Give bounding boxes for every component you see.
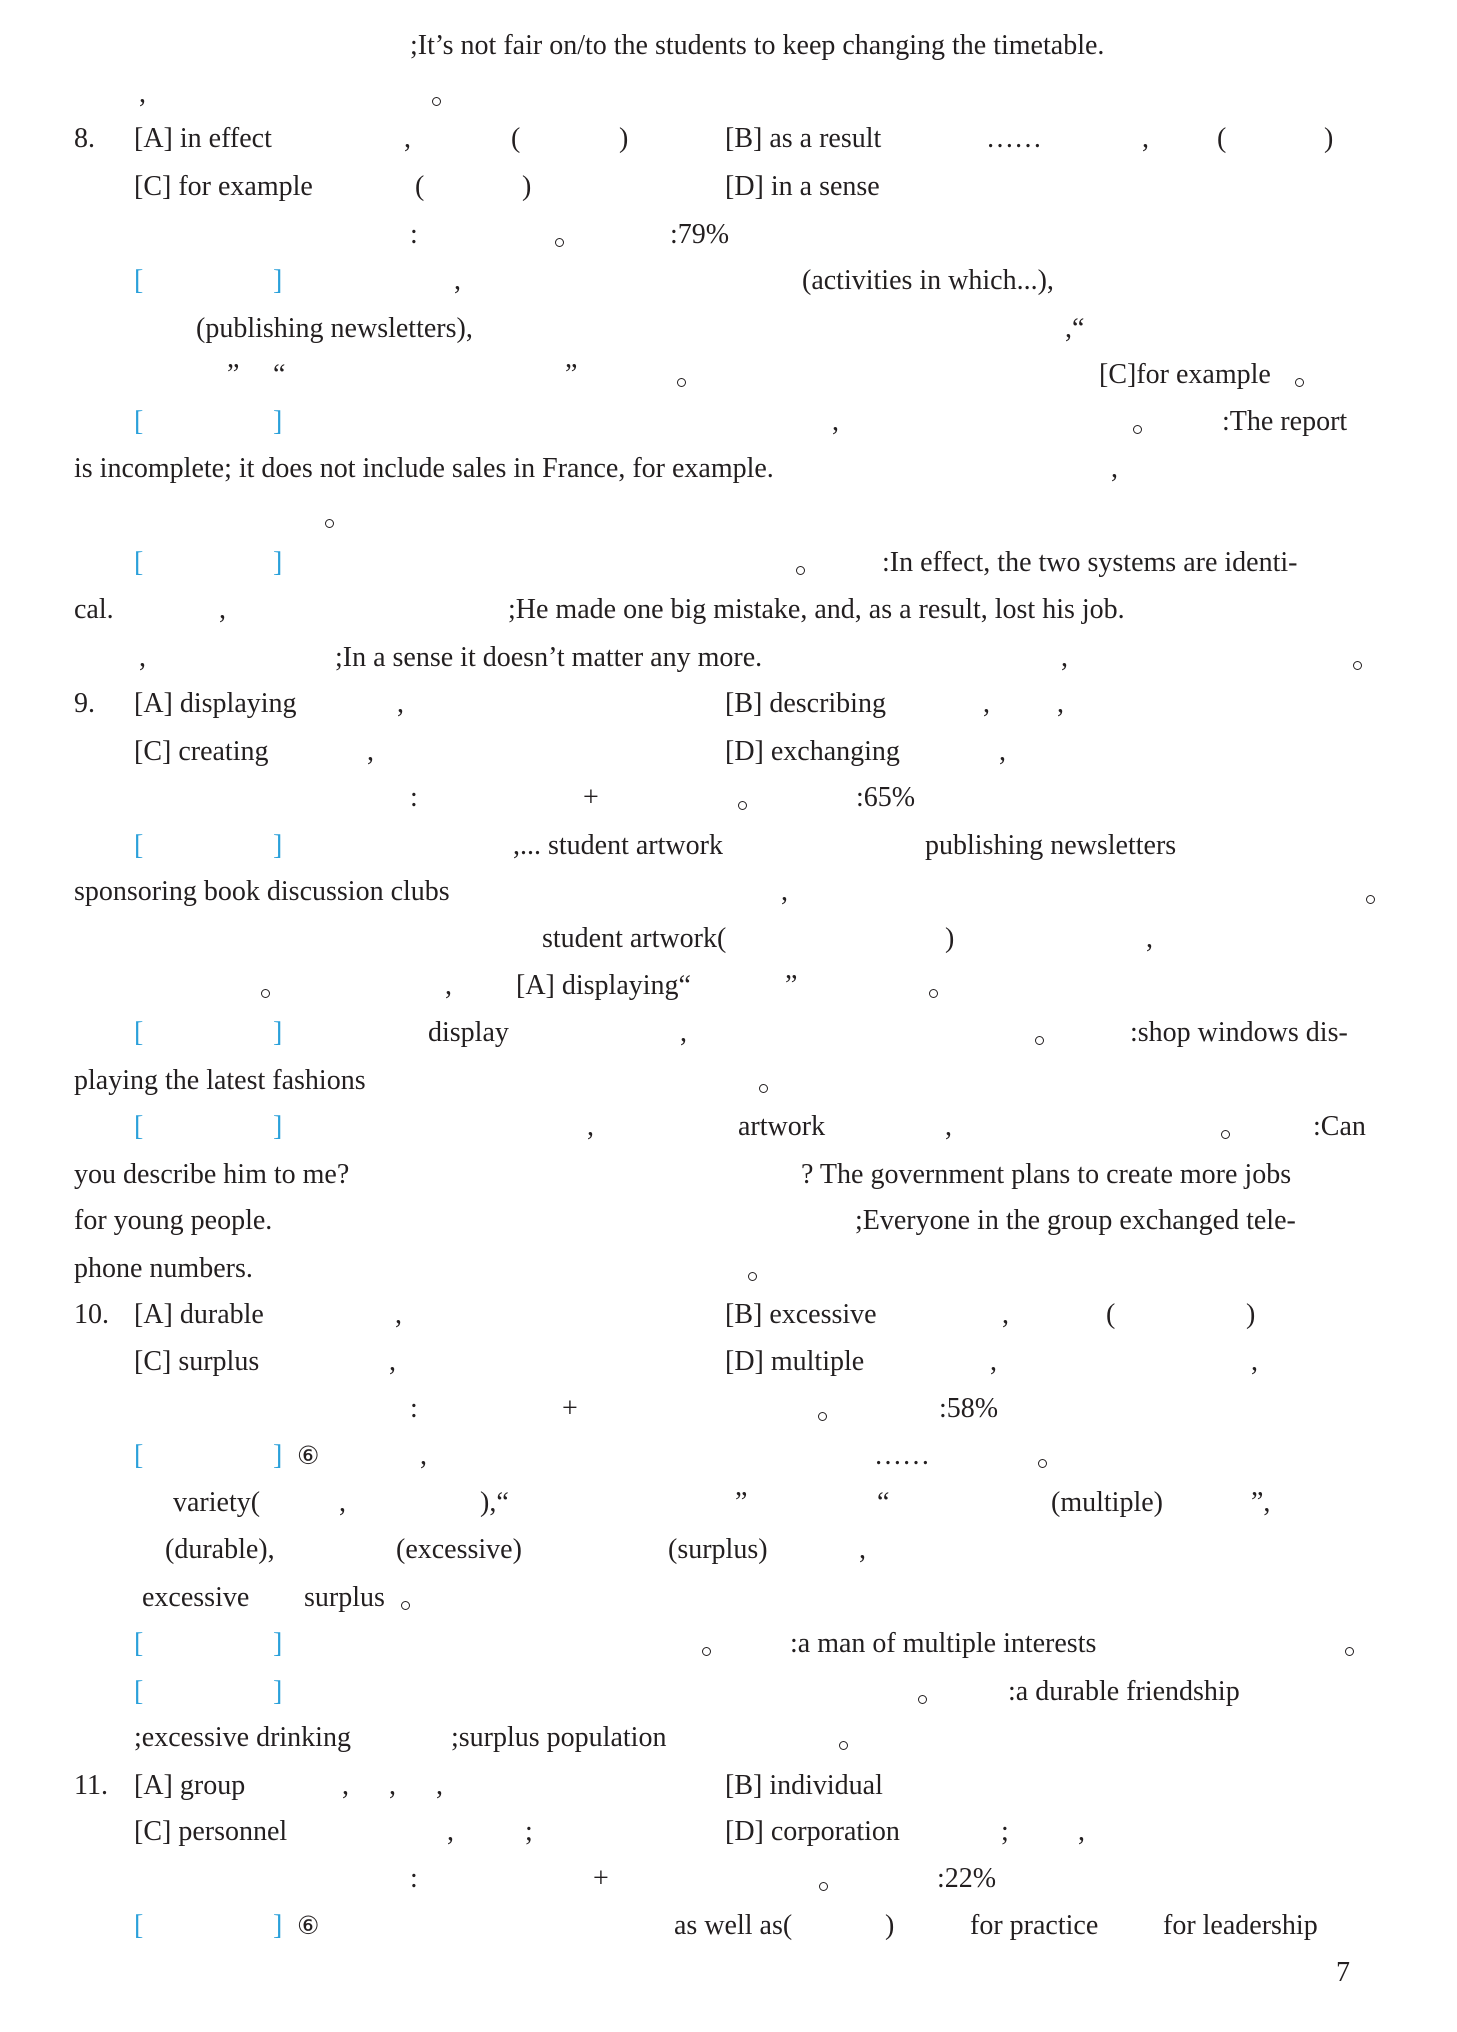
answer-bracket-open: [: [134, 1910, 144, 1941]
text-segment: ,: [397, 688, 404, 719]
accuracy-rate: :22%: [937, 1863, 997, 1894]
text-line: [0, 781, 1457, 815]
text-line: [0, 1486, 1457, 1520]
text-segment: ,: [447, 1816, 454, 1847]
circled-number: ⑥: [297, 1441, 320, 1470]
text-segment: ): [522, 171, 532, 202]
text-segment: ,: [781, 876, 788, 907]
text-line: [0, 358, 1457, 392]
text-segment: ,: [1002, 1299, 1009, 1330]
accuracy-rate: :65%: [856, 782, 916, 813]
text-line: [0, 1345, 1457, 1379]
text-segment: ,: [420, 1440, 427, 1471]
text-segment: student artwork(: [542, 923, 727, 954]
text-segment: ;excessive drinking: [134, 1722, 351, 1753]
text-segment: (: [1217, 123, 1227, 154]
text-line: [0, 829, 1457, 863]
text-line: [0, 546, 1457, 580]
text-segment: (publishing newsletters),: [196, 313, 473, 344]
text-segment: (activities in which...),: [802, 265, 1054, 296]
answer-bracket-open: [: [134, 1111, 144, 1142]
text-segment: ): [1246, 1299, 1256, 1330]
option-b: [B] as a result: [725, 123, 882, 154]
circled-number: ⑥: [297, 1911, 320, 1940]
text-segment: ,: [1146, 923, 1153, 954]
text-segment: [A] displaying“: [516, 970, 691, 1001]
text-segment: ,: [990, 1346, 997, 1377]
answer-bracket-open: [: [134, 406, 144, 437]
answer-bracket-open: [: [134, 1676, 144, 1707]
text-line: [0, 122, 1457, 156]
option-a: [A] group: [134, 1770, 246, 1801]
option-b: [B] individual: [725, 1770, 883, 1801]
text-line: [0, 1110, 1457, 1144]
text-segment: you describe him to me?: [74, 1159, 350, 1190]
text-segment: (surplus): [668, 1534, 768, 1565]
text-segment: ,: [367, 736, 374, 767]
text-segment: phone numbers.: [74, 1253, 253, 1284]
answer-bracket-open: [: [134, 1017, 144, 1048]
option-d: [D] corporation: [725, 1816, 900, 1847]
option-a: [A] in effect: [134, 123, 272, 154]
text-line: [0, 1627, 1457, 1661]
text-segment: :shop windows dis-: [1130, 1017, 1348, 1048]
answer-bracket-close: ]: [273, 265, 283, 296]
answer-bracket-close: ]: [273, 1440, 283, 1471]
text-segment: :: [410, 219, 418, 250]
answer-bracket-open: [: [134, 265, 144, 296]
text-line: [0, 1815, 1457, 1849]
text-line: [0, 1769, 1457, 1803]
full-stop: [1130, 405, 1158, 439]
text-segment: ): [885, 1910, 895, 1941]
text-segment: ,: [945, 1111, 952, 1142]
text-segment: (durable),: [165, 1534, 275, 1565]
text-segment: ”: [735, 1487, 748, 1518]
text-line: [0, 1862, 1457, 1896]
option-a: [A] durable: [134, 1299, 264, 1330]
text-line: [0, 1158, 1457, 1192]
text-line: [0, 641, 1457, 675]
text-segment: ,: [983, 688, 990, 719]
option-b: [B] excessive: [725, 1299, 877, 1330]
text-line: [0, 875, 1457, 909]
text-line: [0, 1721, 1457, 1755]
full-stop: [1218, 1110, 1246, 1144]
text-line: [0, 1439, 1457, 1473]
answer-bracket-close: ]: [273, 1628, 283, 1659]
full-stop: [552, 218, 580, 252]
text-line: [0, 452, 1457, 486]
full-stop: [258, 969, 286, 1003]
option-d: [D] multiple: [725, 1346, 865, 1377]
text-segment: playing the latest fashions: [74, 1065, 366, 1096]
text-segment: ,: [219, 594, 226, 625]
text-segment: ;Everyone in the group exchanged tele-: [855, 1205, 1296, 1236]
text-segment: ,“: [1065, 313, 1085, 344]
text-segment: (: [415, 171, 425, 202]
text-segment: ,: [859, 1534, 866, 1565]
text-line: [0, 969, 1457, 1003]
text-segment: variety(: [173, 1487, 261, 1518]
text-segment: +: [593, 1863, 609, 1894]
text-segment: ,: [404, 123, 411, 154]
text-segment: +: [583, 782, 599, 813]
answer-bracket-close: ]: [273, 1111, 283, 1142]
text-segment: [C]for example: [1099, 359, 1271, 390]
text-segment: ,: [454, 265, 461, 296]
text-segment: ;He made one big mistake, and, as a result, lost his job.: [508, 594, 1125, 625]
text-segment: for practice: [970, 1910, 1099, 1941]
full-stop: [926, 969, 954, 1003]
text-line: [0, 1581, 1457, 1615]
full-stop: [756, 1064, 784, 1098]
text-segment: ……: [986, 123, 1042, 154]
answer-bracket-open: [: [134, 830, 144, 861]
text-line: [0, 170, 1457, 204]
text-segment: sponsoring book discussion clubs: [74, 876, 450, 907]
text-segment: ,: [999, 736, 1006, 767]
text-segment: ,: [139, 642, 146, 673]
text-segment: ,: [339, 1487, 346, 1518]
option-c: [C] for example: [134, 171, 313, 202]
text-segment: ,: [1061, 642, 1068, 673]
full-stop: [429, 77, 457, 111]
answer-bracket-open: [: [134, 1440, 144, 1471]
full-stop: [816, 1862, 844, 1896]
text-segment: ): [1324, 123, 1334, 154]
text-line: [0, 1392, 1457, 1426]
text-segment: (excessive): [396, 1534, 522, 1565]
text-line: [0, 405, 1457, 439]
text-line: [0, 593, 1457, 627]
full-stop: [745, 1252, 773, 1286]
text-segment: :: [410, 1863, 418, 1894]
text-segment: :a durable friendship: [1008, 1676, 1240, 1707]
question-number: 11.: [74, 1770, 108, 1801]
answer-bracket-open: [: [134, 547, 144, 578]
text-line: [0, 1064, 1457, 1098]
text-segment: ,: [139, 78, 146, 109]
text-line: [0, 29, 1457, 63]
text-segment: ,: [1142, 123, 1149, 154]
text-segment: :a man of multiple interests: [790, 1628, 1097, 1659]
text-segment: (: [1106, 1299, 1116, 1330]
full-stop: [1342, 1627, 1370, 1661]
option-a: [A] displaying: [134, 688, 297, 719]
text-line: [0, 687, 1457, 721]
page-number: 7: [1336, 1957, 1350, 1988]
answer-bracket-close: ]: [273, 1676, 283, 1707]
answer-bracket-close: ]: [273, 1910, 283, 1941]
answer-bracket-close: ]: [273, 406, 283, 437]
question-number: 10.: [74, 1299, 109, 1330]
accuracy-rate: :79%: [670, 219, 730, 250]
footer: [0, 1956, 1457, 1990]
text-segment: (multiple): [1051, 1487, 1163, 1518]
text-line: [0, 1675, 1457, 1709]
text-segment: ,: [587, 1111, 594, 1142]
text-segment: for leadership: [1163, 1910, 1318, 1941]
option-d: [D] in a sense: [725, 171, 880, 202]
option-c: [C] creating: [134, 736, 269, 767]
text-segment: surplus: [304, 1582, 385, 1613]
text-segment: :: [410, 1393, 418, 1424]
text-segment: ;surplus population: [451, 1722, 667, 1753]
text-line: [0, 1909, 1457, 1943]
text-segment: ……: [874, 1440, 930, 1471]
text-segment: ,: [1111, 453, 1118, 484]
option-d: [D] exchanging: [725, 736, 900, 767]
text-segment: :: [410, 782, 418, 813]
text-segment: “: [877, 1487, 890, 1518]
text-segment: ): [945, 923, 955, 954]
text-line: [0, 1016, 1457, 1050]
text-line: [0, 77, 1457, 111]
full-stop: [1350, 641, 1378, 675]
text-line: [0, 312, 1457, 346]
text-segment: ,: [342, 1770, 349, 1801]
text-segment: ,: [832, 406, 839, 437]
full-stop: [1292, 358, 1320, 392]
example-sentence: ;It’s not fair on/to the students to keep changing the timetable.: [410, 30, 1105, 61]
full-stop: [1363, 875, 1391, 909]
full-stop: [735, 781, 763, 815]
text-segment: ;: [1001, 1816, 1009, 1847]
text-line: [0, 264, 1457, 298]
text-segment: artwork: [738, 1111, 826, 1142]
text-segment: ”: [785, 970, 798, 1001]
full-stop: [1035, 1439, 1063, 1473]
text-segment: ,: [1251, 1346, 1258, 1377]
text-segment: ”,: [1251, 1487, 1271, 1518]
full-stop: [836, 1721, 864, 1755]
text-segment: display: [428, 1017, 509, 1048]
text-line: [0, 1252, 1457, 1286]
option-c: [C] surplus: [134, 1346, 260, 1377]
text-segment: ,... student artwork: [513, 830, 723, 861]
option-c: [C] personnel: [134, 1816, 288, 1847]
text-line: [0, 735, 1457, 769]
text-segment: ,: [389, 1770, 396, 1801]
text-segment: publishing newsletters: [925, 830, 1177, 861]
full-stop: [398, 1581, 426, 1615]
answer-bracket-close: ]: [273, 1017, 283, 1048]
text-segment: ,: [445, 970, 452, 1001]
text-segment: ),“: [480, 1487, 509, 1518]
text-segment: :The report: [1222, 406, 1348, 437]
full-stop: [1032, 1016, 1060, 1050]
text-line: [0, 499, 1457, 533]
text-segment: (: [511, 123, 521, 154]
question-number: 8.: [74, 123, 95, 154]
full-stop: [793, 546, 821, 580]
text-line: [0, 922, 1457, 956]
text-segment: ,: [389, 1346, 396, 1377]
full-stop: [699, 1627, 727, 1661]
text-line: [0, 1533, 1457, 1567]
text-segment: ”: [227, 359, 240, 390]
accuracy-rate: :58%: [939, 1393, 999, 1424]
full-stop: [674, 358, 702, 392]
text-segment: is incomplete; it does not include sales in France, for example.: [74, 453, 774, 484]
text-line: [0, 218, 1457, 252]
text-segment: “: [273, 359, 286, 390]
answer-bracket-close: ]: [273, 830, 283, 861]
text-segment: ): [619, 123, 629, 154]
text-segment: ? The government plans to create more jobs: [801, 1159, 1292, 1190]
text-segment: ”: [565, 359, 578, 390]
text-segment: ,: [1078, 1816, 1085, 1847]
full-stop: [815, 1392, 843, 1426]
full-stop: [915, 1675, 943, 1709]
question-number: 9.: [74, 688, 95, 719]
text-segment: cal.: [74, 594, 114, 625]
text-segment: :In effect, the two systems are identi-: [882, 547, 1298, 578]
full-stop: [322, 499, 350, 533]
text-segment: as well as(: [674, 1910, 793, 1941]
text-segment: ,: [680, 1017, 687, 1048]
answer-bracket-open: [: [134, 1628, 144, 1659]
text-segment: ;: [525, 1816, 533, 1847]
answer-bracket-close: ]: [273, 547, 283, 578]
text-segment: :Can: [1313, 1111, 1366, 1142]
text-segment: ,: [1057, 688, 1064, 719]
text-line: [0, 1204, 1457, 1238]
text-line: [0, 1298, 1457, 1332]
option-b: [B] describing: [725, 688, 886, 719]
text-segment: excessive: [142, 1582, 250, 1613]
text-segment: for young people.: [74, 1205, 273, 1236]
text-segment: ;In a sense it doesn’t matter any more.: [335, 642, 763, 673]
text-segment: ,: [395, 1299, 402, 1330]
text-segment: +: [562, 1393, 578, 1424]
text-segment: ,: [436, 1770, 443, 1801]
